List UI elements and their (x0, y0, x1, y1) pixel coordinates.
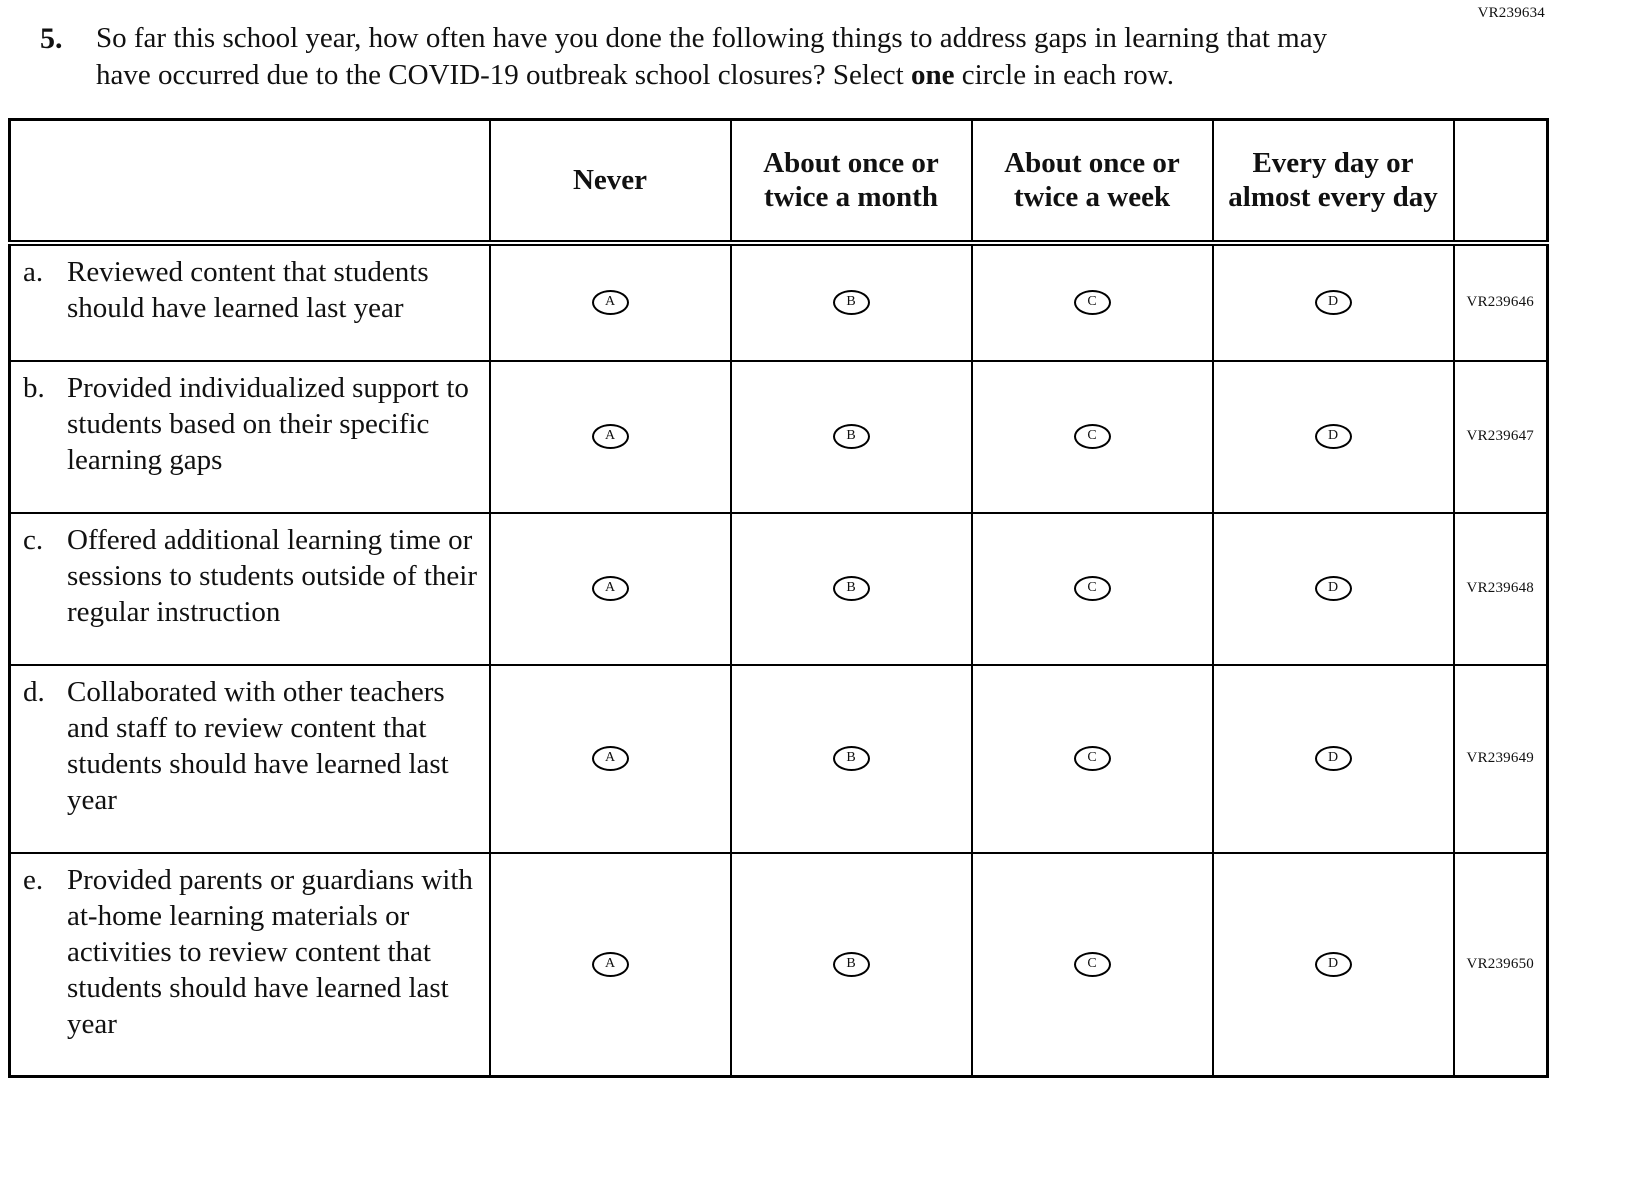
question-block (0, 0, 1629, 118)
option-cell-never (490, 513, 731, 665)
radio-option-c[interactable]: C (1074, 290, 1111, 315)
table-row (10, 243, 1548, 361)
row-label-cell (10, 361, 490, 513)
radio-option-a[interactable]: A (592, 746, 629, 771)
row-label-cell (10, 665, 490, 853)
radio-option-a[interactable]: A (592, 290, 629, 315)
row-code: VR239649 (1454, 665, 1548, 853)
radio-option-c[interactable]: C (1074, 576, 1111, 601)
radio-option-d[interactable]: D (1315, 576, 1352, 601)
row-code: VR239646 (1454, 243, 1548, 361)
option-cell-week (972, 665, 1213, 853)
row-text: Offered additional learning time or sessions to students outside of their regular instruction (67, 523, 478, 628)
row-letter: b. (23, 371, 45, 404)
row-code: VR239650 (1454, 853, 1548, 1077)
option-cell-week (972, 243, 1213, 361)
row-label-cell (10, 243, 490, 361)
radio-option-b[interactable]: B (833, 290, 870, 315)
option-cell-week (972, 361, 1213, 513)
row-text: Reviewed content that students should have learned last year (67, 255, 429, 324)
option-cell-daily (1213, 243, 1454, 361)
header-never: Never (490, 120, 731, 243)
option-cell-week (972, 513, 1213, 665)
radio-option-a[interactable]: A (592, 576, 629, 601)
radio-option-d[interactable]: D (1315, 290, 1352, 315)
question-bold-word: one (910, 59, 955, 91)
radio-option-a[interactable]: A (592, 952, 629, 977)
header-empty-label (10, 120, 490, 243)
row-text: Provided individualized support to students based on their specific learning gaps (67, 371, 469, 476)
option-cell-daily (1213, 513, 1454, 665)
option-cell-daily (1213, 853, 1454, 1077)
header-empty-code (1454, 120, 1548, 243)
option-cell-never (490, 361, 731, 513)
radio-option-b[interactable]: B (833, 952, 870, 977)
option-cell-daily (1213, 665, 1454, 853)
header-every-day: Every day or almost every day (1213, 120, 1454, 243)
header-row (10, 120, 1548, 243)
row-label-cell (10, 513, 490, 665)
option-cell-week (972, 853, 1213, 1077)
row-letter: c. (23, 523, 44, 556)
option-cell-month (731, 665, 972, 853)
radio-option-b[interactable]: B (833, 424, 870, 449)
row-text: Provided parents or guardians with at-home learning materials or activities to review content that students should have learned last year (67, 863, 473, 1040)
table-row (10, 853, 1548, 1077)
option-cell-daily (1213, 361, 1454, 513)
option-cell-month (731, 243, 972, 361)
question-number: 5. (40, 22, 63, 55)
row-code: VR239647 (1454, 361, 1548, 513)
option-cell-month (731, 513, 972, 665)
question-text (96, 20, 1366, 94)
option-cell-never (490, 243, 731, 361)
header-once-twice-week: About once or twice a week (972, 120, 1213, 243)
table-row (10, 361, 1548, 513)
row-letter: e. (23, 863, 44, 896)
row-code: VR239648 (1454, 513, 1548, 665)
row-label-cell (10, 853, 490, 1077)
form-code: VR239634 (1477, 5, 1545, 21)
radio-option-d[interactable]: D (1315, 424, 1352, 449)
radio-option-b[interactable]: B (833, 746, 870, 771)
question-text-before: So far this school year, how often have you done the following things to address gaps in learning that may have occurred due to the COVID-19 outbreak school closures? Select (96, 22, 1328, 91)
header-once-twice-month: About once or twice a month (731, 120, 972, 243)
table-row (10, 665, 1548, 853)
option-cell-never (490, 853, 731, 1077)
row-letter: a. (23, 255, 44, 288)
row-text: Collaborated with other teachers and staff to review content that students should have learned last year (67, 675, 449, 816)
option-cell-month (731, 853, 972, 1077)
option-cell-never (490, 665, 731, 853)
radio-option-c[interactable]: C (1074, 952, 1111, 977)
radio-option-a[interactable]: A (592, 424, 629, 449)
survey-response-table (8, 118, 1549, 1078)
table-row (10, 513, 1548, 665)
radio-option-b[interactable]: B (833, 576, 870, 601)
radio-option-d[interactable]: D (1315, 746, 1352, 771)
radio-option-d[interactable]: D (1315, 952, 1352, 977)
option-cell-month (731, 361, 972, 513)
row-letter: d. (23, 675, 45, 708)
radio-option-c[interactable]: C (1074, 424, 1111, 449)
radio-option-c[interactable]: C (1074, 746, 1111, 771)
question-text-after: circle in each row. (954, 59, 1174, 91)
